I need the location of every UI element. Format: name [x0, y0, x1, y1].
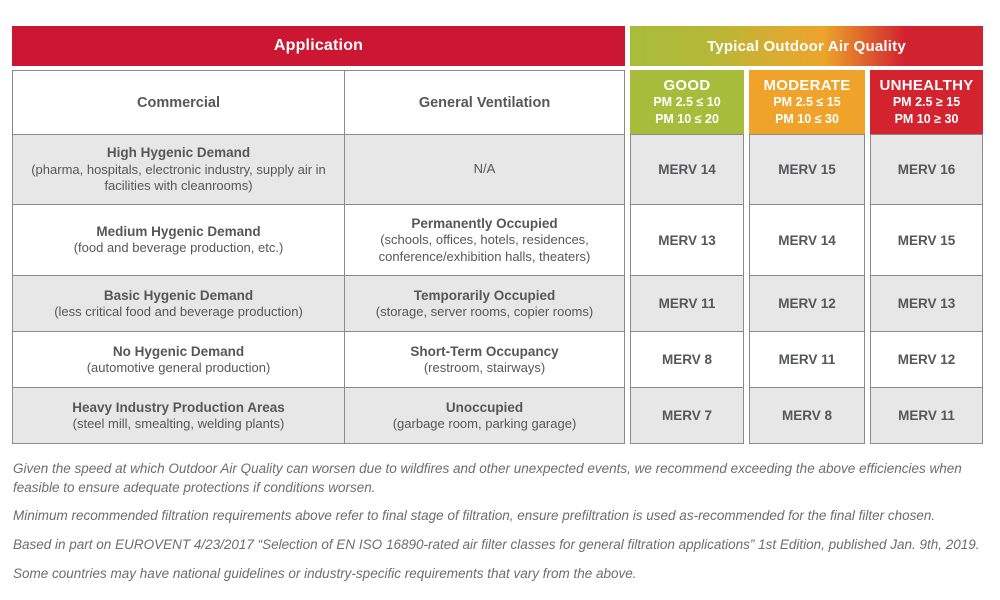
application-desc: (food and beverage production, etc.) — [73, 240, 284, 256]
merv-cell-good: MERV 14 — [630, 134, 744, 204]
ventilation-title: Temporarily Occupied — [413, 287, 556, 303]
merv-cell-good: MERV 7 — [630, 387, 744, 444]
merv-recommendation-table — [12, 26, 983, 444]
merv-cell-unhealthy: MERV 15 — [870, 204, 983, 275]
moderate-pm25: PM 2.5 ≤ 15 — [773, 94, 841, 109]
good-pm10: PM 10 ≤ 20 — [655, 111, 719, 126]
application-cell — [12, 387, 344, 444]
application-desc: (automotive general production) — [86, 359, 271, 375]
unhealthy-pm10: PM 10 ≥ 30 — [894, 111, 959, 126]
air-quality-header-label: Typical Outdoor Air Quality — [707, 37, 906, 55]
application-title: Medium Hygenic Demand — [96, 224, 261, 240]
ventilation-title: Unoccupied — [445, 399, 524, 415]
merv-cell-good: MERV 8 — [630, 331, 744, 387]
column-header-general-ventilation — [344, 70, 625, 134]
column-header-good — [630, 70, 744, 134]
ventilation-desc: (storage, server rooms, copier rooms) — [375, 303, 594, 319]
moderate-pm10: PM 10 ≤ 30 — [775, 111, 839, 126]
air-quality-header — [630, 26, 983, 66]
merv-cell-moderate: MERV 14 — [749, 204, 865, 275]
ventilation-desc: (garbage room, parking garage) — [392, 415, 577, 431]
moderate-label: MODERATE — [763, 76, 851, 94]
unhealthy-pm25: PM 2.5 ≥ 15 — [892, 94, 961, 109]
footnote: Minimum recommended filtration requirements above refer to final stage of filtration, ensure prefiltration is used as-recommended for the final filter chosen. — [13, 508, 936, 524]
unhealthy-label: UNHEALTHY — [879, 76, 974, 94]
application-cell — [12, 204, 344, 275]
application-title: Heavy Industry Production Areas — [72, 399, 285, 415]
column-header-commercial — [12, 70, 344, 134]
column-header-unhealthy — [870, 70, 983, 134]
ventilation-cell — [344, 134, 625, 204]
ventilation-cell — [344, 204, 625, 275]
application-title: Basic Hygenic Demand — [103, 287, 254, 303]
merv-cell-unhealthy: MERV 12 — [870, 331, 983, 387]
ventilation-desc: (schools, offices, hotels, residences, conference/exhibition halls, theaters) — [378, 232, 591, 264]
application-desc: (steel mill, smealting, welding plants) — [72, 415, 285, 431]
application-desc: (pharma, hospitals, electronic industry, supply air in facilities with cleanrooms) — [31, 161, 326, 194]
application-header — [12, 26, 625, 66]
merv-cell-unhealthy: MERV 16 — [870, 134, 983, 204]
footnote: Based in part on EUROVENT 4/23/2017 “Selection of EN ISO 16890-rated air filter classes for general filtration applications” 1st Edition, published Jan. 9th, 2019. — [13, 536, 980, 552]
ventilation-cell — [344, 275, 625, 331]
application-header-label: Application — [273, 37, 364, 54]
footnote: Some countries may have national guidelines or industry-specific requirements that vary from the above. — [13, 565, 637, 581]
merv-cell-unhealthy: MERV 13 — [870, 275, 983, 331]
footnotes — [13, 460, 981, 593]
merv-cell-unhealthy: MERV 11 — [870, 387, 983, 444]
general-ventilation-label: General Ventilation — [418, 94, 551, 111]
column-header-moderate — [749, 70, 865, 134]
merv-cell-moderate: MERV 15 — [749, 134, 865, 204]
ventilation-title: Short-Term Occupancy — [410, 343, 559, 359]
application-title: No Hygenic Demand — [112, 343, 245, 359]
table-body — [12, 70, 983, 444]
application-cell — [12, 275, 344, 331]
ventilation-desc: (restroom, stairways) — [423, 359, 546, 375]
merv-cell-moderate: MERV 12 — [749, 275, 865, 331]
merv-cell-moderate: MERV 11 — [749, 331, 865, 387]
application-desc: (less critical food and beverage production) — [54, 303, 303, 319]
application-cell — [12, 331, 344, 387]
footnote: Given the speed at which Outdoor Air Quality can worsen due to wildfires and other unexpected events, we recommend exceeding the above efficiencies when feasible to ensure adequate protections if conditions worsen. — [13, 461, 962, 495]
ventilation-cell — [344, 387, 625, 444]
ventilation-cell — [344, 331, 625, 387]
ventilation-title: N/A — [473, 161, 496, 177]
good-label: GOOD — [663, 76, 711, 94]
ventilation-title: Permanently Occupied — [411, 215, 558, 231]
commercial-label: Commercial — [136, 94, 220, 111]
merv-cell-good: MERV 13 — [630, 204, 744, 275]
table-header-row — [12, 26, 983, 66]
application-cell — [12, 134, 344, 204]
merv-cell-good: MERV 11 — [630, 275, 744, 331]
application-title: High Hygenic Demand — [106, 145, 251, 161]
good-pm25: PM 2.5 ≤ 10 — [653, 94, 721, 109]
merv-cell-moderate: MERV 8 — [749, 387, 865, 444]
